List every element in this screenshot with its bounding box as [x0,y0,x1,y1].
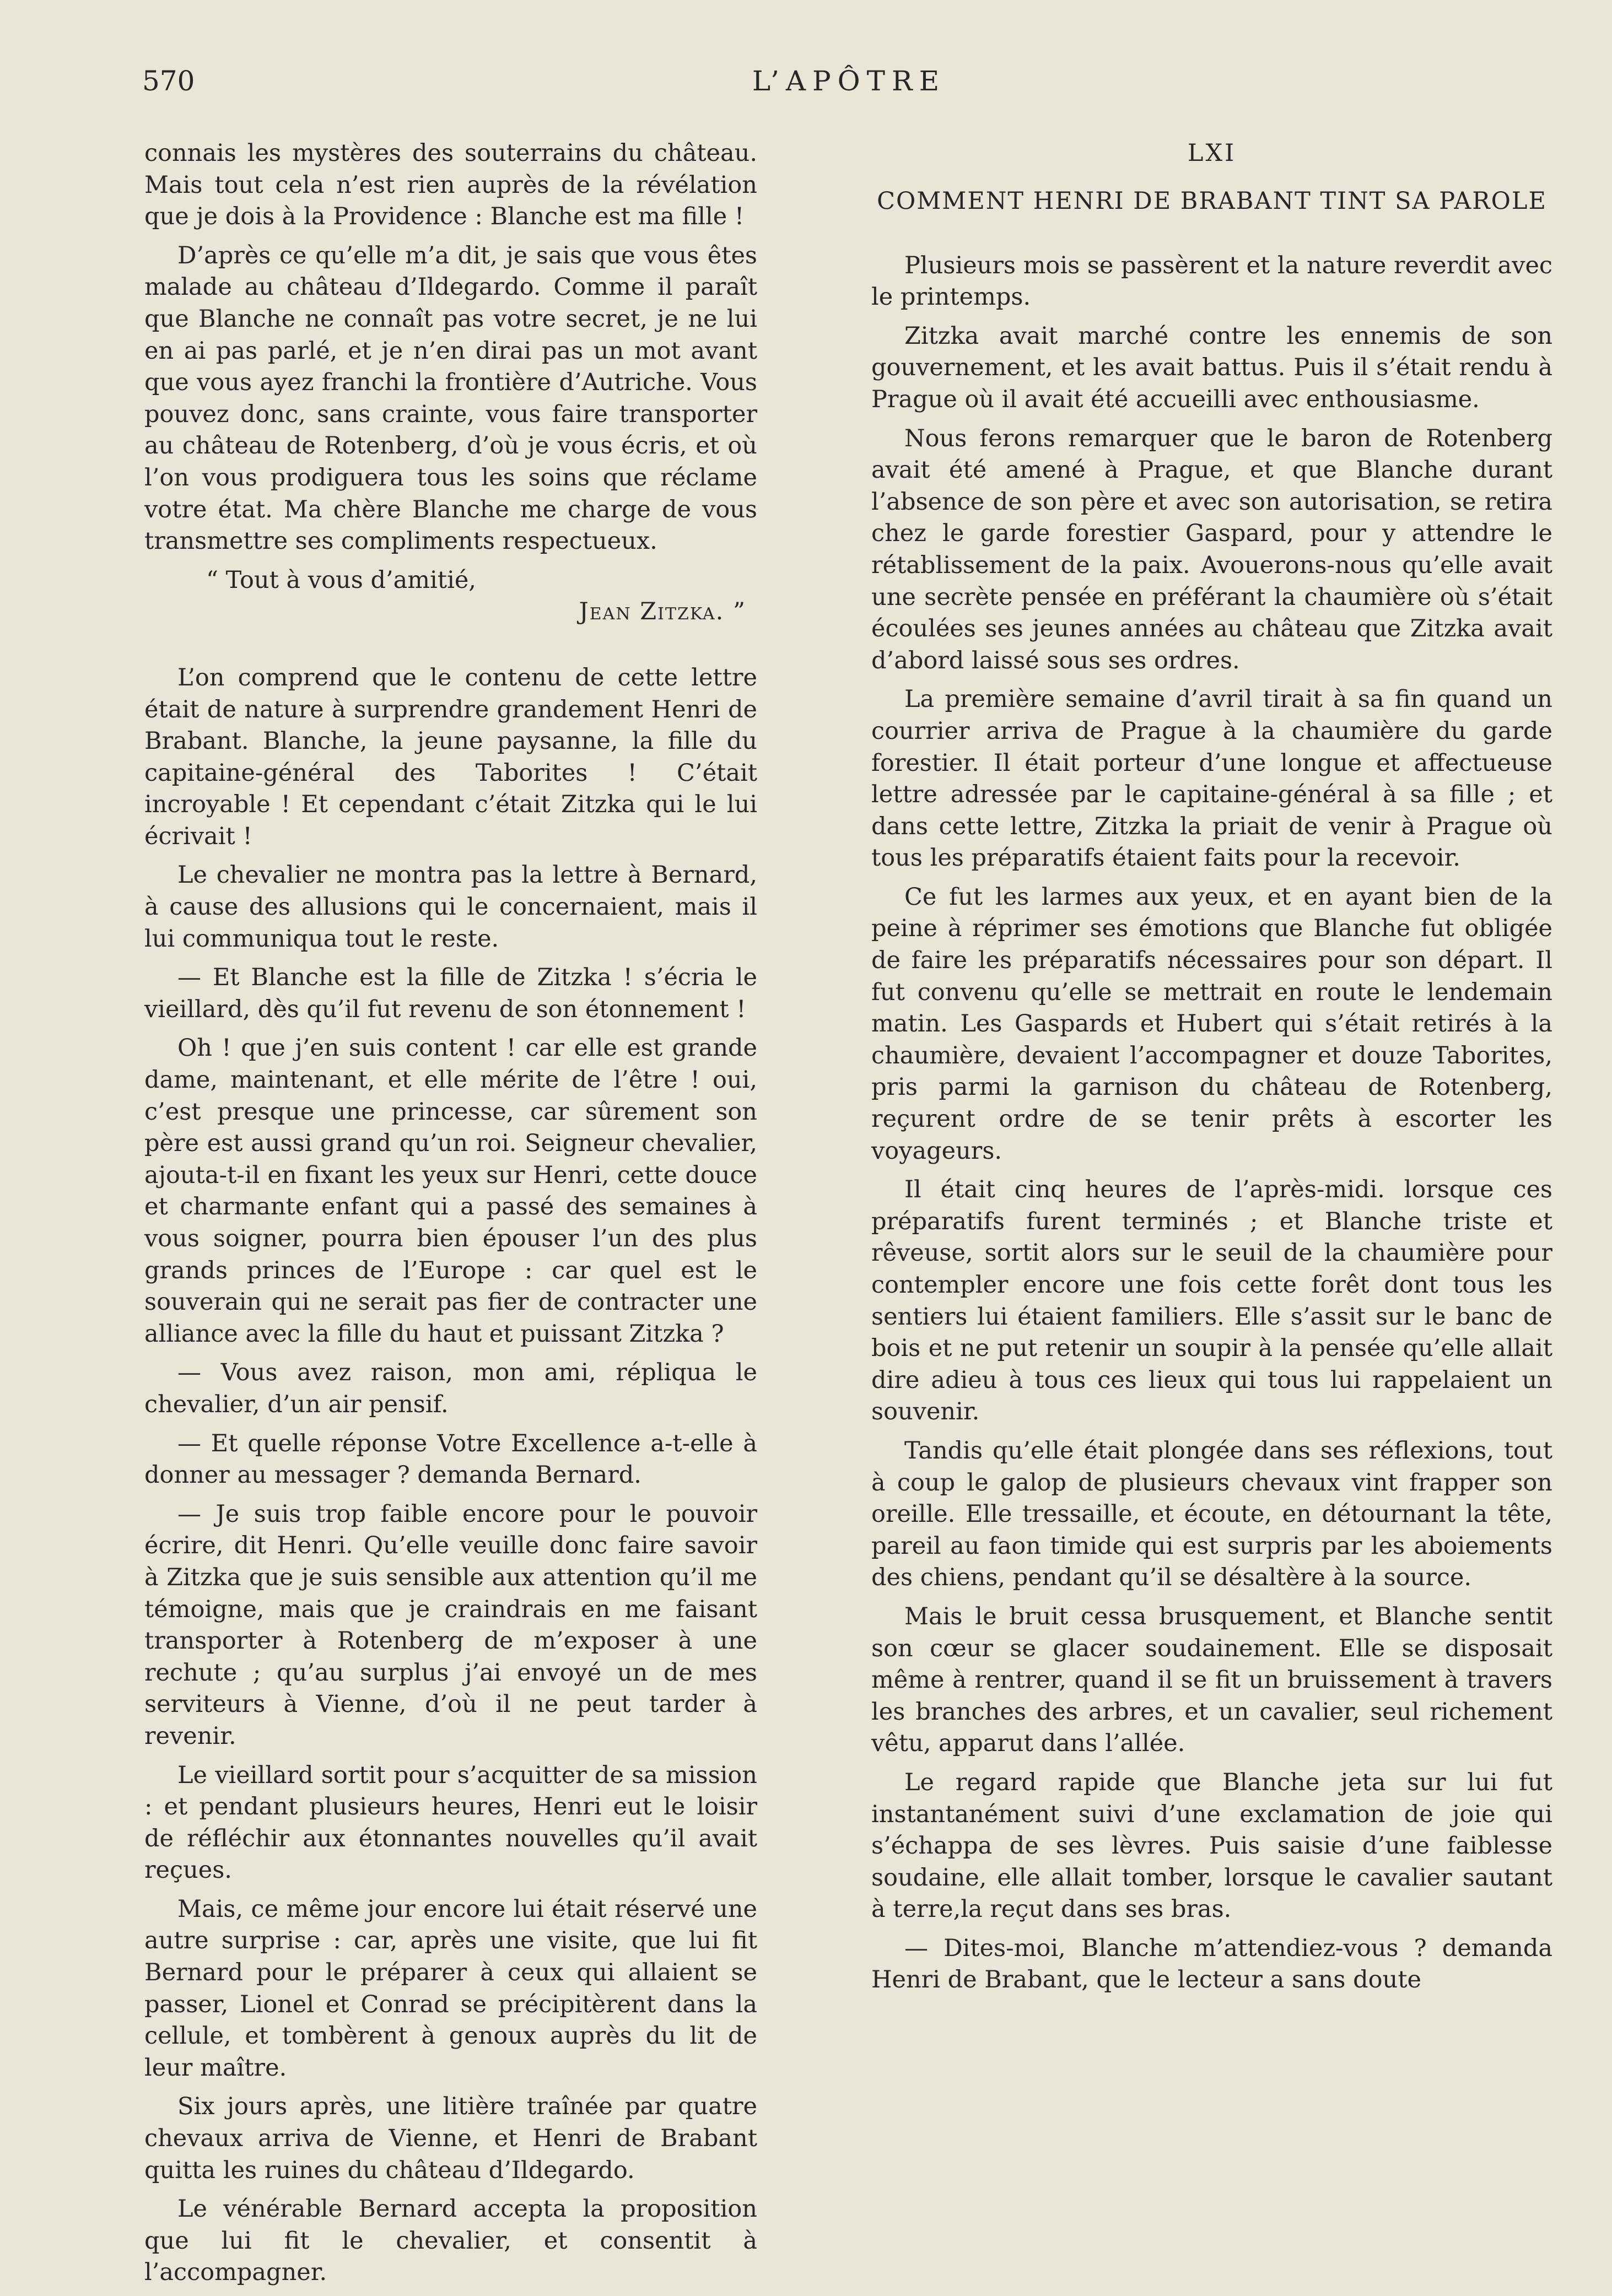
letter-signature: Jean Zitzka. ” [579,598,746,626]
paragraph: La première semaine d’avril tirait à sa fin quand un courrier arriva de Prague à la chaumière du garde forestier. Il était porteur d’une longue et affectueuse lettre adressée par le capitaine-général à sa fille ; et dans cette lettre, Zitzka la priait de venir à Prague où tous les préparatifs étaient faits pour la recevoir. [871,685,1552,872]
chapter-number: LXI [1187,139,1237,167]
paragraph: Le chevalier ne montra pas la lettre à Bernard, à cause des allusions qui le concernaient, mais il lui communiqua tout le reste. [144,861,757,953]
paragraph: Le vieillard sortit pour s’acquitter de sa mission : et pendant plusieurs heures, Henri eut le loisir de réfléchir aux étonnantes nouvelles qu’il avait reçues. [144,1761,757,1884]
paragraph: — Et quelle réponse Votre Excellence a-t-elle à donner au messager ? demanda Bernard. [144,1429,757,1489]
paragraph: L’on comprend que le contenu de cette lettre était de nature à surprendre grandement Henri de Brabant. Blanche, la jeune paysanne, la fille du capitaine-général des Taborites ! C’était incroyable ! Et cependant c’était Zitzka qui le lui écrivait ! [144,663,757,850]
paragraph: Plusieurs mois se passèrent et la nature reverdit avec le printemps. [871,251,1552,311]
chapter-title: COMMENT HENRI DE BRABANT TINT SA PAROLE [877,187,1547,215]
page-header [142,60,1556,104]
paragraph: Nous ferons remarquer que le baron de Rotenberg avait été amené à Prague, et que Blanche durant l’absence de son père et avec son autorisation, se retira chez le garde forestier Gaspard, pour y attendre le rétablissement de la paix. Avouerons-nous qu’elle avait une secrète pensée en préférant la chaumière où s’était écoulées ses jeunes années au château que Zitzka avait d’abord laissé sous ses ordres. [871,424,1552,674]
letter-closing: “ Tout à vous d’amitié, [206,566,476,594]
paragraph: Six jours après, une litière traînée par quatre chevaux arriva de Vienne, et Henri de Brabant quitta les ruines du château d’Ildegardo. [144,2093,757,2184]
running-title: L’APÔTRE [752,65,946,97]
paragraph: — Je suis trop faible encore pour le pouvoir écrire, dit Henri. Qu’elle veuille donc faire savoir à Zitzka que je suis sensible aux attention qu’il me témoigne, mais que je craindrais en me faisant transporter à Rotenberg de m’exposer à une rechute ; qu’au surplus j’ai envoyé un de mes serviteurs à Vienne, d’où il ne peut tarder à revenir. [144,1500,757,1750]
paragraph: — Et Blanche est la fille de Zitzka ! s’écria le vieillard, dès qu’il fut revenu de son étonnement ! [144,964,757,1023]
paragraph: Le vénérable Bernard accepta la proposition que lui fit le chevalier, et consentit à l’accompagner. [144,2195,757,2287]
paragraph: Il était cinq heures de l’après-midi. lorsque ces préparatifs furent terminés ; et Blanche triste et rêveuse, sortit alors sur le seuil de la chaumière pour contempler encore une fois cette forêt dont tous les sentiers lui étaient familiers. Elle s’assit sur le banc de bois et ne put retenir un soupir à la pensée qu’elle allait dire adieu à tous ces lieux qui tous lui rappelaient un souvenir. [871,1176,1552,1426]
paragraph: Oh ! que j’en suis content ! car elle est grande dame, maintenant, et elle mérite de l’être ! oui, c’est presque une princesse, car sûrement son père est aussi grand qu’un roi. Seigneur chevalier, ajouta-t-il en fixant les yeux sur Henri, cette douce et charmante enfant qui a passé des semaines à vous soigner, pourra bien épouser l’un des plus grands princes de l’Europe : car quel est le souverain qui ne serait pas fier de contracter une alliance avec la fille du haut et puissant Zitzka ? [144,1034,757,1348]
paragraph: connais les mystères des souterrains du château. Mais tout cela n’est rien auprès de la révélation que je dois à la Providence : Blanche est ma fille ! [144,139,757,231]
paragraph: — Vous avez raison, mon ami, répliqua le chevalier, d’un air pensif. [144,1359,757,1418]
paragraph: Mais le bruit cessa brusquement, et Blanche sentit son cœur se glacer soudainement. Elle se disposait même à rentrer, quand il se fit un bruissement à travers les branches des arbres, et un cavalier, seul richement vêtu, apparut dans l’allée. [871,1602,1552,1758]
page-number: 570 [142,65,195,97]
paragraph: Mais, ce même jour encore lui était réservé une autre surprise : car, après une visite, que lui fit Bernard pour le préparer à ceux qui allaient se passer, Lionel et Conrad se précipitèrent dans la cellule, et tombèrent à genoux auprès du lit de leur maître. [144,1895,757,2082]
paragraph: Zitzka avait marché contre les ennemis de son gouvernement, et les avait battus. Puis il s’était rendu à Prague où il avait été accueilli avec enthousiasme. [871,322,1552,413]
paragraph: Le regard rapide que Blanche jeta sur lui fut instantanément suivi d’une exclamation de joie qui s’échappa de ses lèvres. Puis saisie d’une faiblesse soudaine, elle allait tomber, lorsque le cavalier sautant à terre,la reçut dans ses bras. [871,1768,1552,1924]
paragraph: D’après ce qu’elle m’a dit, je sais que vous êtes malade au château d’Ildegardo. Comme il paraît que Blanche ne connaît pas votre secret, je ne lui en ai pas parlé, et je n’en dirai pas un mot avant que vous ayez franchi la frontière d’Autriche. Vous pouvez donc, sans crainte, vous faire transporter au château de Rotenberg, d’où je vous écris, et où l’on vous prodiguera tous les soins que réclame votre état. Ma chère Blanche me charge de vous transmettre ses compliments respectueux. [144,241,757,555]
right-column [871,138,1552,2003]
left-column [144,138,757,2296]
paragraph: Tandis qu’elle était plongée dans ses réflexions, tout à coup le galop de plusieurs chevaux vint frapper son oreille. Elle tressaille, et écoute, en détournant la tête, pareil au faon timide qui est surpris par les aboiements des chiens, pendant qu’il se désaltère à la source. [871,1436,1552,1592]
paragraph: Ce fut les larmes aux yeux, et en ayant bien de la peine à réprimer ses émotions que Blanche fut obligée de faire les préparatifs nécessaires pour son départ. Il fut convenu qu’elle se mettrait en route le lendemain matin. Les Gaspards et Hubert qui s’était retirés à la chaumière, devaient l’accompagner et douze Taborites, pris parmi la garnison du château de Rotenberg, reçurent ordre de se tenir prêts à escorter les voyageurs. [871,883,1552,1165]
paragraph: — Dites-moi, Blanche m’attendiez-vous ? demanda Henri de Brabant, que le lecteur a sans doute [871,1934,1552,1994]
